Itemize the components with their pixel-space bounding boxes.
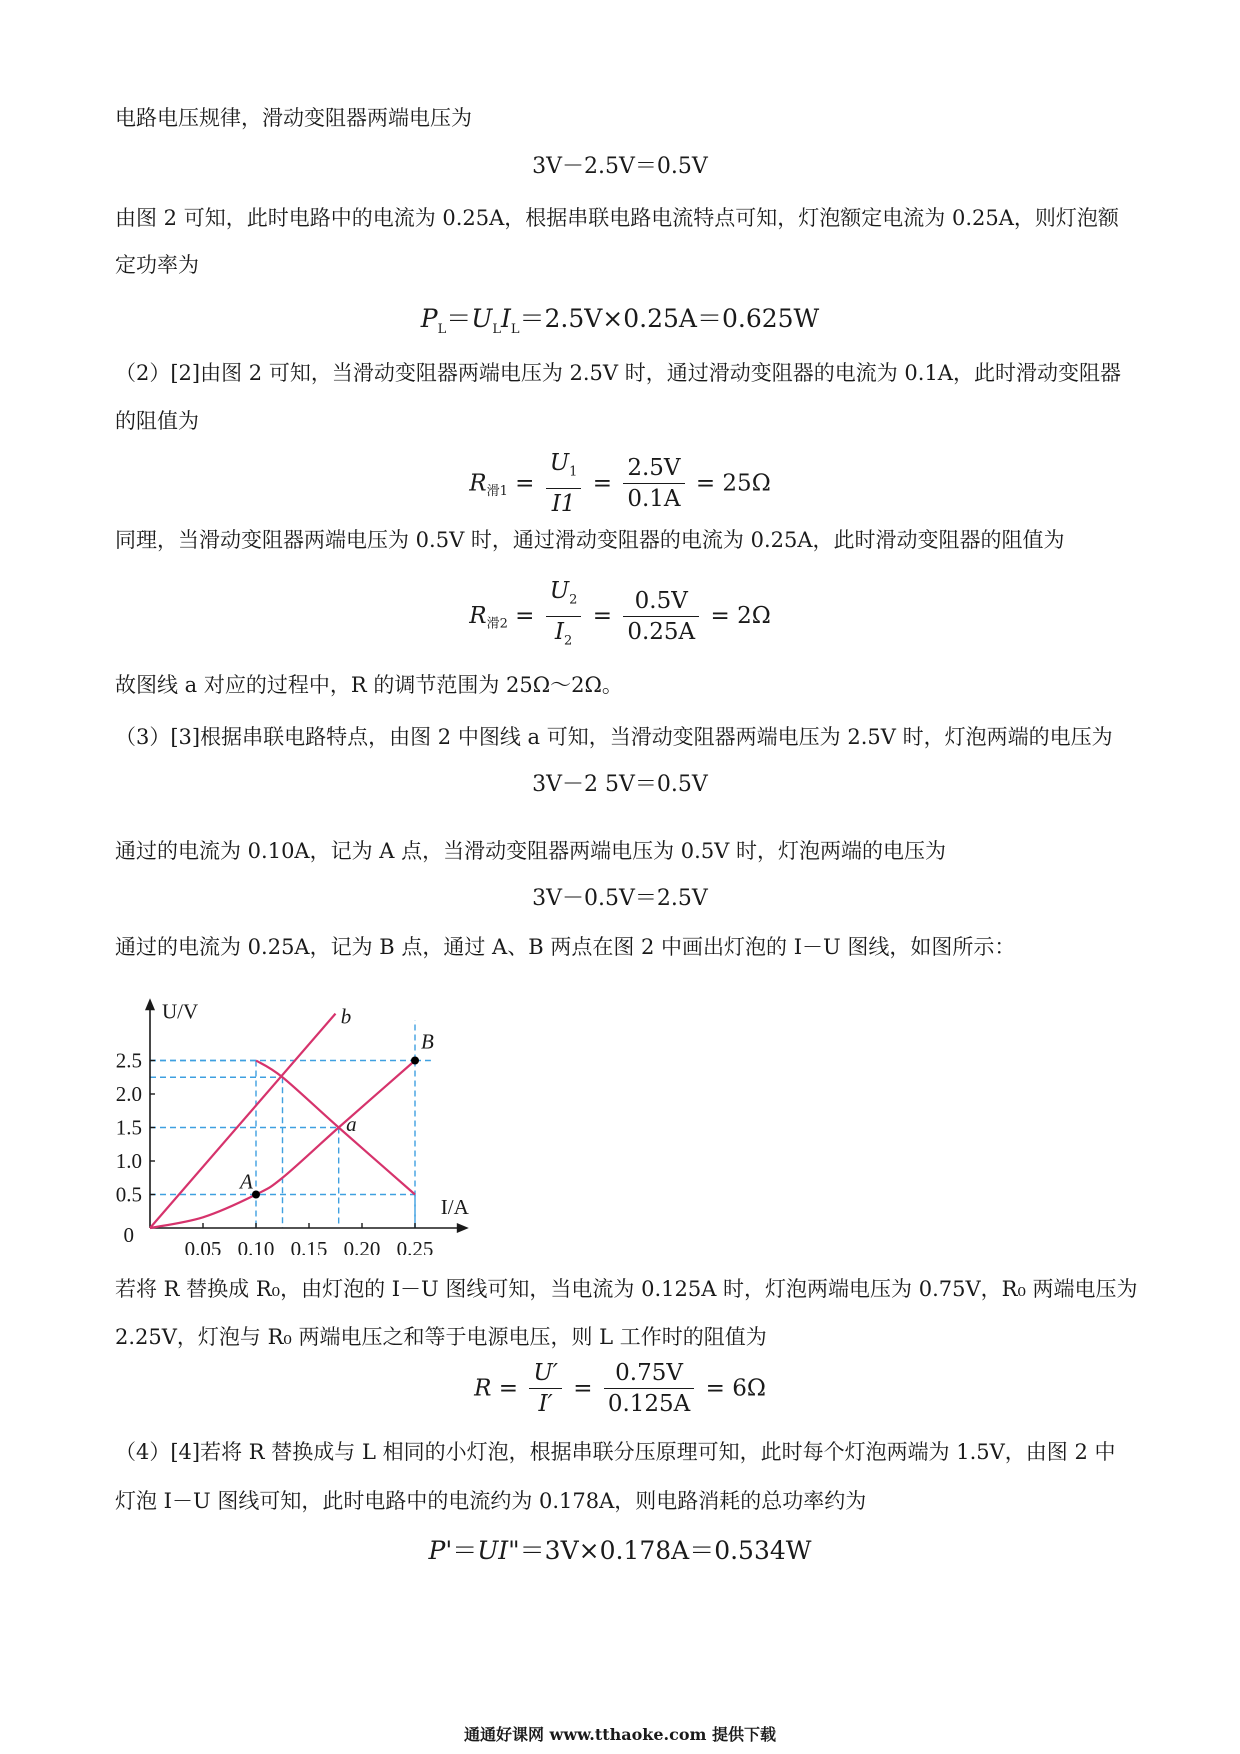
fraction — [623, 586, 699, 647]
denominator: 0.25A — [627, 618, 696, 645]
denominator: 0.1A — [627, 485, 681, 512]
text-line: （4）[4]若将 R 替换成与 L 相同的小灯泡，根据串联分压原理可知，此时每个灯泡两端为 1.5V，由图 2 中 — [115, 1440, 1116, 1464]
equation-power: $P_L=U_LI_L=2.5V\times 0.25A=0.625W$ — [420, 304, 820, 337]
subscript: 2 — [569, 592, 578, 608]
y-tick-label: 0.5 — [115, 1182, 142, 1207]
point-b — [411, 1057, 419, 1065]
text-line: （2）[2]由图 2 可知，当滑动变阻器两端电压为 2.5V 时，通过滑动变阻器的电流为 0.1A，此时滑动变阻器 — [115, 361, 1121, 385]
equation-total-power — [0, 1536, 1240, 1566]
text-line: 通过的电流为 0.25A，记为 B 点，通过 A、B 两点在图 2 中画出灯泡的 I－U 图线，如图所示： — [115, 935, 1016, 959]
result: 2Ω — [737, 603, 771, 630]
text-line: 故图线 a 对应的过程中，R 的调节范围为 25Ω～2Ω。 — [115, 673, 623, 697]
subscript: 1 — [569, 464, 578, 480]
numerator: U′ — [529, 1358, 562, 1389]
text-line: 电路电压规律，滑动变阻器两端电压为 — [115, 106, 472, 130]
text-line: 由图 2 可知，此时电路中的电流为 0.25A，根据串联电路电流特点可知，灯泡额定电流为 0.25A，则灯泡额 — [115, 206, 1119, 230]
y-tick-label: 1.5 — [115, 1115, 142, 1140]
equals: ＝ — [452, 1536, 478, 1565]
symbol: R — [469, 603, 487, 630]
symbol: I — [500, 304, 511, 333]
equation-rest: ＝2.5V×0.25A＝0.625W — [519, 304, 820, 333]
numerator: 0.5V — [623, 586, 699, 617]
fraction — [546, 448, 582, 519]
text-line: （3）[3]根据串联电路特点，由图 2 中图线 a 可知，当滑动变阻器两端电压为 2.5V 时，灯泡两端的电压为 — [115, 725, 1113, 749]
text-line: 通过的电流为 0.10A，记为 A 点，当滑动变阻器两端电压为 0.5V 时，灯泡两端的电压为 — [115, 839, 947, 863]
point-label-a: A — [240, 1169, 253, 1194]
text-line: 2.25V，灯泡与 R₀ 两端电压之和等于电源电压，则 L 工作时的阻值为 — [115, 1325, 767, 1349]
prime: ' — [445, 1536, 453, 1565]
footer-source: 通通好课网 www.tthaoke.com 提供下载 — [463, 1725, 777, 1744]
fraction — [546, 576, 582, 656]
symbol: U — [471, 304, 493, 333]
symbol: R — [469, 470, 487, 497]
y-tick-label: 1.0 — [115, 1149, 142, 1173]
fraction — [604, 1358, 694, 1419]
quote-mark: " — [508, 1536, 520, 1565]
curve-label-b: b — [340, 1004, 352, 1029]
equation-rest: ＝3V×0.178A＝0.534W — [519, 1536, 812, 1565]
denominator: I1 — [551, 490, 576, 517]
numerator: 2.5V — [623, 453, 684, 484]
subscript: L — [510, 322, 520, 337]
x-tick-label: 0.10 — [237, 1237, 275, 1255]
y-axis-arrow-icon — [145, 998, 155, 1010]
denominator: 0.125A — [607, 1391, 691, 1417]
fraction — [529, 1358, 562, 1419]
numerator: 0.75V — [604, 1358, 694, 1389]
subscript: 滑1 — [486, 483, 508, 499]
subscript: 滑2 — [486, 616, 508, 632]
result: 6Ω — [732, 1375, 766, 1402]
text-line: 若将 R 替换成 R₀，由灯泡的 I－U 图线可知，当电流为 0.125A 时，灯泡两端电压为 0.75V，R₀ 两端电压为 — [115, 1277, 1138, 1301]
formula-r-slide-2: $R_{滑2}$ = $\frac{U_2}{I_2}$ = $\frac{0.5V}{0.25A}$ = 2Ω — [0, 576, 1240, 656]
denominator: I′ — [538, 1391, 553, 1417]
curve-label-a: a — [346, 1111, 357, 1136]
y-tick-label: 2.0 — [115, 1082, 142, 1106]
point-a — [252, 1191, 260, 1199]
symbol: R — [474, 1375, 492, 1402]
x-tick-label: 0.05 — [184, 1237, 222, 1255]
iu-graph — [110, 980, 510, 1255]
x-tick-label: 0.20 — [343, 1237, 381, 1255]
subscript: 2 — [563, 633, 573, 649]
subscript: L — [437, 322, 447, 337]
symbol: P — [428, 1536, 446, 1565]
result: 25Ω — [722, 470, 771, 497]
equation: 3V－0.5V＝2.5V — [532, 886, 708, 911]
denominator: I — [554, 618, 564, 645]
fraction — [623, 453, 684, 514]
x-tick-label: 0.15 — [290, 1237, 328, 1255]
numerator: U — [549, 450, 570, 476]
formula-r-slide-1: $R_{滑1}$ = $\frac{U_1}{I1}$ = $\frac{2.5V}{0.1A}$ = 25Ω — [469, 450, 771, 517]
text-line: 灯泡 I－U 图线可知，此时电路中的电流约为 0.178A，则电路消耗的总功率约为 — [115, 1489, 867, 1513]
text-line: 的阻值为 — [115, 409, 199, 433]
equation: 3V－2.5V＝0.5V — [532, 154, 708, 179]
text-line: 同理，当滑动变阻器两端电压为 0.5V 时，通过滑动变阻器的电流为 0.25A，此时滑动变阻器的阻值为 — [115, 528, 1065, 552]
symbol: UI — [477, 1536, 509, 1565]
y-axis-label: U/V — [162, 999, 199, 1024]
x-axis-label: I/A — [440, 1195, 469, 1219]
numerator: U — [549, 578, 570, 604]
point-label-b: B — [421, 1029, 434, 1054]
text-line: 定功率为 — [115, 253, 199, 277]
series-line-b — [150, 1014, 336, 1228]
symbol: P — [420, 304, 438, 333]
equation: 3V－2 5V＝0.5V — [532, 772, 708, 797]
y-tick-label: 2.5 — [115, 1048, 142, 1073]
origin-label: 0 — [123, 1223, 134, 1247]
subscript: L — [492, 322, 501, 337]
x-tick-label: 0.25 — [396, 1237, 434, 1255]
x-axis-arrow-icon — [457, 1223, 469, 1233]
formula-r-lamp: R = $\frac{U'}{I'}$ = $\frac{0.75V}{0.125A}$ = 6Ω — [474, 1360, 766, 1417]
